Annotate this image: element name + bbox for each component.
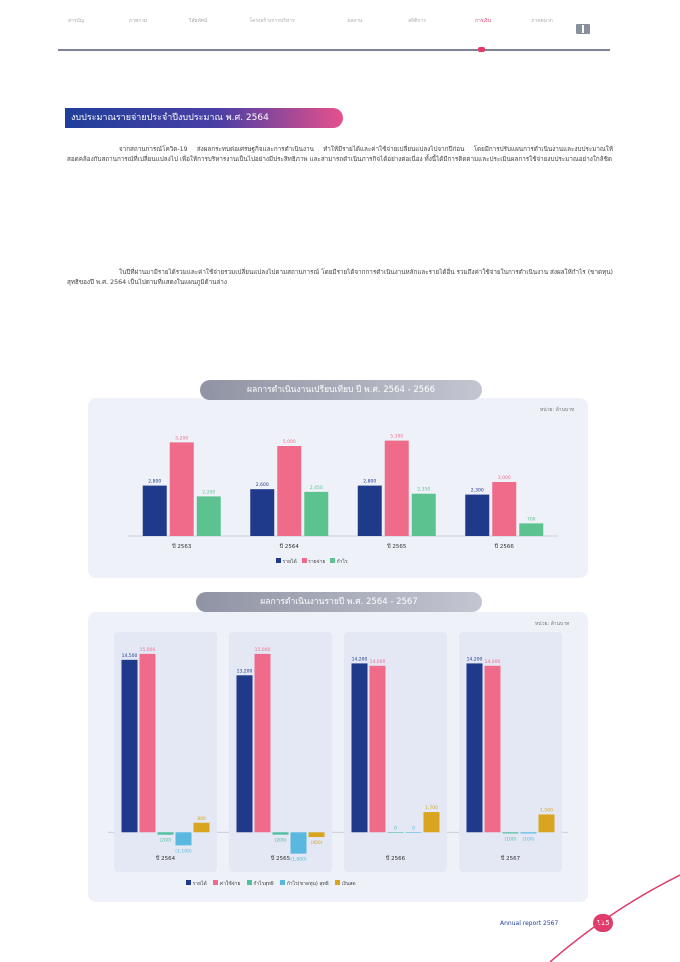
bar <box>291 832 307 853</box>
bar <box>237 675 253 832</box>
chart1-title: ผลการดำเนินงานเปรียบเทียบ ปี พ.ศ. 2564 - 2566 <box>200 380 482 400</box>
nav-item-vision[interactable]: วิสัยทัศน์ <box>188 18 208 24</box>
section-title: งบประมาณรายจ่ายประจำปีงบประมาณ พ.ศ. 2564 <box>65 108 343 128</box>
legend-swatch <box>330 558 335 563</box>
category-label: ปี 2564 <box>279 544 299 550</box>
data-label: (1,100) <box>175 849 192 855</box>
page-number: 115 <box>593 914 613 932</box>
bar <box>122 660 138 832</box>
bar <box>388 832 404 833</box>
bar <box>406 832 422 833</box>
bar <box>492 482 516 536</box>
chart2-unit: หน่วย: ล้านบาท <box>535 621 570 627</box>
category-label: ปี 2566 <box>385 856 406 862</box>
bar <box>352 663 368 832</box>
category-label: ปี 2563 <box>172 544 192 550</box>
bar <box>255 654 271 832</box>
legend-label: รายจ่าย <box>308 559 326 565</box>
category-label: ปี 2567 <box>500 856 521 862</box>
paragraph-1: จากสถานการณ์โควิด-19 ส่งผลกระทบต่อเศรษฐกิจและการดำเนินงาน ทำให้มีรายได้และค่าใช้จ่ายเปลี่ยนแปลงไปจากปีก่อน โดยมีการปรับแผนการดำเนินงานและงบประมาณให้สอดคล้องกับสถานการณ์ที่เปลี่ยนแปลงไป เพื่อให้การบริหารงานเป็นไปอย่างมีประสิทธิภาพ และสามารถดำเนินภารกิจได้อย่างต่อเนื่อง ทั้งนี้ได้มีการติดตามและประเมินผลการใช้จ่ายงบประมาณอย่างใกล้ชิด <box>67 146 613 163</box>
decorative-curve <box>540 870 680 962</box>
bar <box>273 832 289 834</box>
legend-swatch <box>302 558 307 563</box>
bar <box>277 446 301 536</box>
nav-item-overview[interactable]: ภาพรวม <box>128 18 148 24</box>
top-navigation <box>0 0 680 62</box>
data-label: 2,450 <box>309 485 323 491</box>
bar <box>385 441 409 536</box>
nav-item-contents[interactable]: สารบัญ <box>68 18 84 24</box>
category-label: ปี 2566 <box>494 544 514 550</box>
data-label: 700 <box>526 517 536 523</box>
paragraph-2: ในปีที่ผ่านมามีรายได้รวมและค่าใช้จ่ายรวมเปลี่ยนแปลงไปตามสถานการณ์ โดยมีรายได้จากการดำเนินงานหลักและรายได้อื่น รวมถึงค่าใช้จ่ายในการดำเนินงาน ส่งผลให้กำไร (ขาดทุน) สุทธิของปี พ.ศ. 2564 เป็นไปตามที่แสดงในแผนภูมิด้านล่าง <box>67 269 613 286</box>
data-label: 14,000 <box>369 659 386 665</box>
data-label: (1,800) <box>290 857 307 863</box>
category-label: ปี 2565 <box>270 856 291 862</box>
data-label: 5,300 <box>390 434 404 440</box>
data-label: 2,800 <box>148 479 162 485</box>
bar <box>424 812 440 832</box>
book-icon[interactable] <box>576 24 590 34</box>
bar <box>197 496 221 536</box>
data-label: 0 <box>412 826 415 832</box>
bar <box>143 486 167 536</box>
nav-item-performance[interactable]: ผลงาน <box>347 18 363 24</box>
chart1-legend <box>276 558 426 566</box>
data-label: 5,200 <box>175 436 189 442</box>
bar <box>170 442 194 536</box>
bar <box>503 832 519 833</box>
bar <box>485 666 501 832</box>
chart1-unit: หน่วย: ล้านบาท <box>540 407 575 413</box>
data-label: 2,350 <box>417 487 431 493</box>
bar <box>158 832 174 834</box>
category-label: ปี 2565 <box>387 544 407 550</box>
legend-label: รายได้ <box>282 559 297 565</box>
data-label: 1,500 <box>540 808 553 814</box>
data-label: 3,000 <box>497 476 511 481</box>
data-label: 13,200 <box>236 669 253 675</box>
data-label: 2,300 <box>470 488 484 494</box>
footer-text: Annual report 2567 <box>500 920 559 927</box>
data-label: 2,600 <box>255 483 269 489</box>
data-label: 15,000 <box>139 647 156 653</box>
legend-swatch <box>247 880 252 885</box>
bar <box>519 523 543 536</box>
bar <box>250 489 274 536</box>
legend-swatch <box>335 880 340 885</box>
legend-label: ค่าใช้จ่าย <box>219 881 241 887</box>
nav-item-structure[interactable]: โครงสร้างการบริหาร <box>249 18 295 24</box>
bar <box>539 814 555 832</box>
data-label: (200) <box>274 838 287 844</box>
data-label: 2,800 <box>363 479 377 485</box>
bar <box>412 494 436 536</box>
data-label: 14,200 <box>466 657 483 663</box>
nav-active-marker <box>478 47 485 52</box>
chart2-svg <box>88 612 588 902</box>
bar <box>194 823 210 833</box>
bar <box>358 486 382 536</box>
bar <box>309 832 325 837</box>
nav-progress-line <box>58 49 610 51</box>
legend-label: กำไรสุทธิ <box>253 881 274 887</box>
data-label: (100) <box>504 837 517 843</box>
nav-item-appendix[interactable]: ภาคผนวก <box>531 18 553 24</box>
category-label: ปี 2564 <box>155 856 176 862</box>
data-label: 2,200 <box>202 490 216 496</box>
data-label: 1,700 <box>425 806 438 812</box>
chart2-legend <box>186 880 506 888</box>
legend-label: กำไร <box>336 559 348 565</box>
legend-label: รายได้ <box>192 881 207 887</box>
data-label: 0 <box>394 826 397 832</box>
data-label: 15,000 <box>254 647 271 653</box>
chart1-svg <box>88 398 588 578</box>
chart2-title: ผลการดำเนินงานรายปี พ.ศ. 2564 - 2567 <box>196 592 482 612</box>
data-label: (400) <box>310 841 323 847</box>
bar <box>521 832 537 833</box>
legend-label: เงินสด <box>341 881 356 887</box>
bar <box>465 495 489 536</box>
data-label: 14,200 <box>351 657 368 663</box>
legend-swatch <box>280 880 285 885</box>
legend-swatch <box>276 558 281 563</box>
legend-swatch <box>186 880 191 885</box>
nav-item-finance[interactable]: การเงิน <box>474 18 492 24</box>
data-label: 5,000 <box>282 440 296 445</box>
data-label: 14,000 <box>484 659 501 665</box>
legend-label: กำไร(ขาดทุน) สุทธิ <box>286 881 329 887</box>
data-label: 14,500 <box>121 653 138 659</box>
bar <box>140 654 156 832</box>
bar <box>176 832 192 845</box>
legend-swatch <box>213 880 218 885</box>
bar <box>370 666 386 832</box>
bar <box>304 492 328 536</box>
bar <box>467 663 483 832</box>
data-label: 800 <box>197 816 206 822</box>
nav-item-statistics[interactable]: สถิติการ <box>408 18 426 24</box>
data-label: (100) <box>522 837 535 843</box>
data-label: (200) <box>159 838 172 844</box>
